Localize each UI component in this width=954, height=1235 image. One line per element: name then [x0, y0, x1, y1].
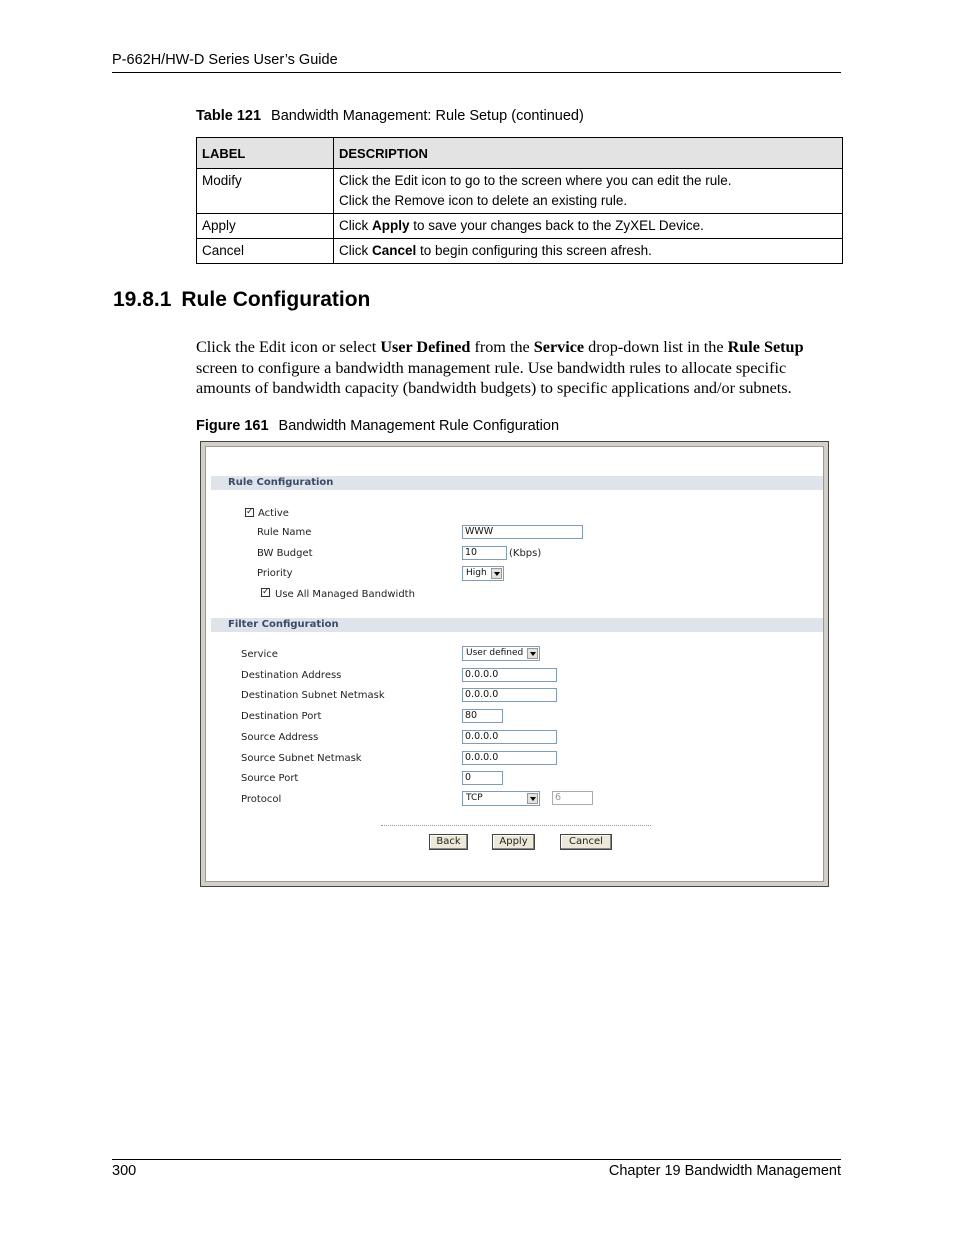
table-caption [196, 108, 584, 124]
source-address-input[interactable]: 0.0.0.0 [462, 730, 557, 744]
table-row [197, 169, 843, 214]
text-run: Click the Edit icon or select [196, 338, 381, 356]
priority-label: Priority [257, 568, 293, 579]
destination-netmask-label: Destination Subnet Netmask [241, 690, 385, 701]
figure-caption [196, 418, 559, 434]
button-divider [381, 825, 651, 826]
table-caption-text: Bandwidth Management: Rule Setup (continued) [271, 108, 584, 124]
row-description [334, 169, 843, 214]
rule-configuration-band: Rule Configuration [211, 476, 823, 490]
destination-netmask-input[interactable]: 0.0.0.0 [462, 688, 557, 702]
destination-port-label: Destination Port [241, 711, 322, 722]
text-run: screen to configure a bandwidth management rule. Use bandwidth rules to allocate specific amounts of bandwidth capacity (bandwidth budgets) to specific applications and/or subnets. [196, 358, 792, 398]
page-number: 300 [112, 1163, 137, 1179]
protocol-label: Protocol [241, 794, 282, 805]
bw-unit-label: (Kbps) [509, 548, 542, 559]
rule-name-label: Rule Name [257, 527, 312, 538]
figure-screenshot [200, 441, 829, 887]
service-label: Service [241, 649, 278, 660]
text-run: Click [339, 243, 372, 258]
chevron-down-icon [527, 793, 538, 804]
row-label: Apply [197, 214, 334, 239]
body-paragraph [196, 337, 842, 399]
active-checkbox[interactable]: ✓ [246, 507, 254, 517]
bold-term: Rule Setup [727, 338, 804, 356]
cancel-button[interactable]: Cancel [560, 834, 612, 850]
row-description-line: Click the Edit icon to go to the screen where you can edit the rule. [339, 173, 732, 188]
running-header: P-662H/HW-D Series User’s Guide [112, 52, 338, 68]
section-heading [113, 288, 370, 312]
table-row [197, 239, 843, 264]
bw-budget-input[interactable]: 10 [462, 546, 507, 560]
use-all-bandwidth-checkbox[interactable]: ✓ [262, 587, 270, 597]
bold-term: Service [533, 338, 585, 356]
filter-configuration-band: Filter Configuration [211, 618, 823, 632]
figure-caption-label: Figure 161 [196, 418, 269, 434]
protocol-selected-value: TCP [466, 793, 483, 803]
section-title: Rule Configuration [181, 288, 371, 311]
source-netmask-input[interactable]: 0.0.0.0 [462, 751, 557, 765]
bold-term: Apply [372, 218, 410, 233]
source-address-label: Source Address [241, 732, 319, 743]
figure-caption-text: Bandwidth Management Rule Configuration [278, 418, 560, 434]
chevron-down-icon [491, 568, 502, 579]
source-port-input[interactable]: 0 [462, 771, 503, 785]
column-header-description: DESCRIPTION [334, 138, 843, 169]
bold-term: Cancel [372, 243, 417, 258]
back-button[interactable]: Back [429, 834, 468, 850]
service-selected-value: User defined [466, 648, 524, 658]
table-header-row [197, 138, 843, 169]
chevron-down-icon [527, 648, 538, 659]
protocol-select[interactable] [462, 791, 540, 806]
rule-name-input[interactable]: WWW [462, 525, 583, 539]
priority-select[interactable] [462, 566, 504, 581]
column-header-label: LABEL [197, 138, 334, 169]
use-all-bandwidth-label: Use All Managed Bandwidth [275, 589, 415, 600]
bw-budget-label: BW Budget [257, 548, 313, 559]
header-divider [112, 72, 841, 73]
destination-address-input[interactable]: 0.0.0.0 [462, 668, 557, 682]
bold-term: User Defined [380, 338, 471, 356]
section-number: 19.8.1 [113, 288, 172, 311]
footer-divider [112, 1159, 841, 1160]
destination-port-input[interactable]: 80 [462, 709, 503, 723]
text-run: to save your changes back to the ZyXEL Device. [409, 218, 704, 233]
text-run: Click [339, 218, 372, 233]
row-label: Modify [197, 169, 334, 214]
text-run: to begin configuring this screen afresh. [416, 243, 652, 258]
table-caption-label: Table 121 [196, 108, 262, 124]
row-label: Cancel [197, 239, 334, 264]
rule-configuration-panel [205, 446, 824, 882]
row-description [334, 214, 843, 239]
table-row [197, 214, 843, 239]
row-description-line: Click the Remove icon to delete an existing rule. [339, 193, 628, 208]
active-label: Active [258, 508, 289, 519]
apply-button[interactable]: Apply [492, 834, 535, 850]
source-port-label: Source Port [241, 773, 299, 784]
row-description [334, 239, 843, 264]
rule-setup-table [196, 137, 843, 264]
text-run: from the [470, 338, 534, 356]
protocol-number-input[interactable]: 6 [552, 791, 593, 805]
destination-address-label: Destination Address [241, 670, 342, 681]
chapter-title: Chapter 19 Bandwidth Management [608, 1163, 841, 1179]
priority-selected-value: High [466, 568, 487, 578]
service-select[interactable] [462, 646, 540, 661]
text-run: drop-down list in the [584, 338, 728, 356]
source-netmask-label: Source Subnet Netmask [241, 753, 362, 764]
